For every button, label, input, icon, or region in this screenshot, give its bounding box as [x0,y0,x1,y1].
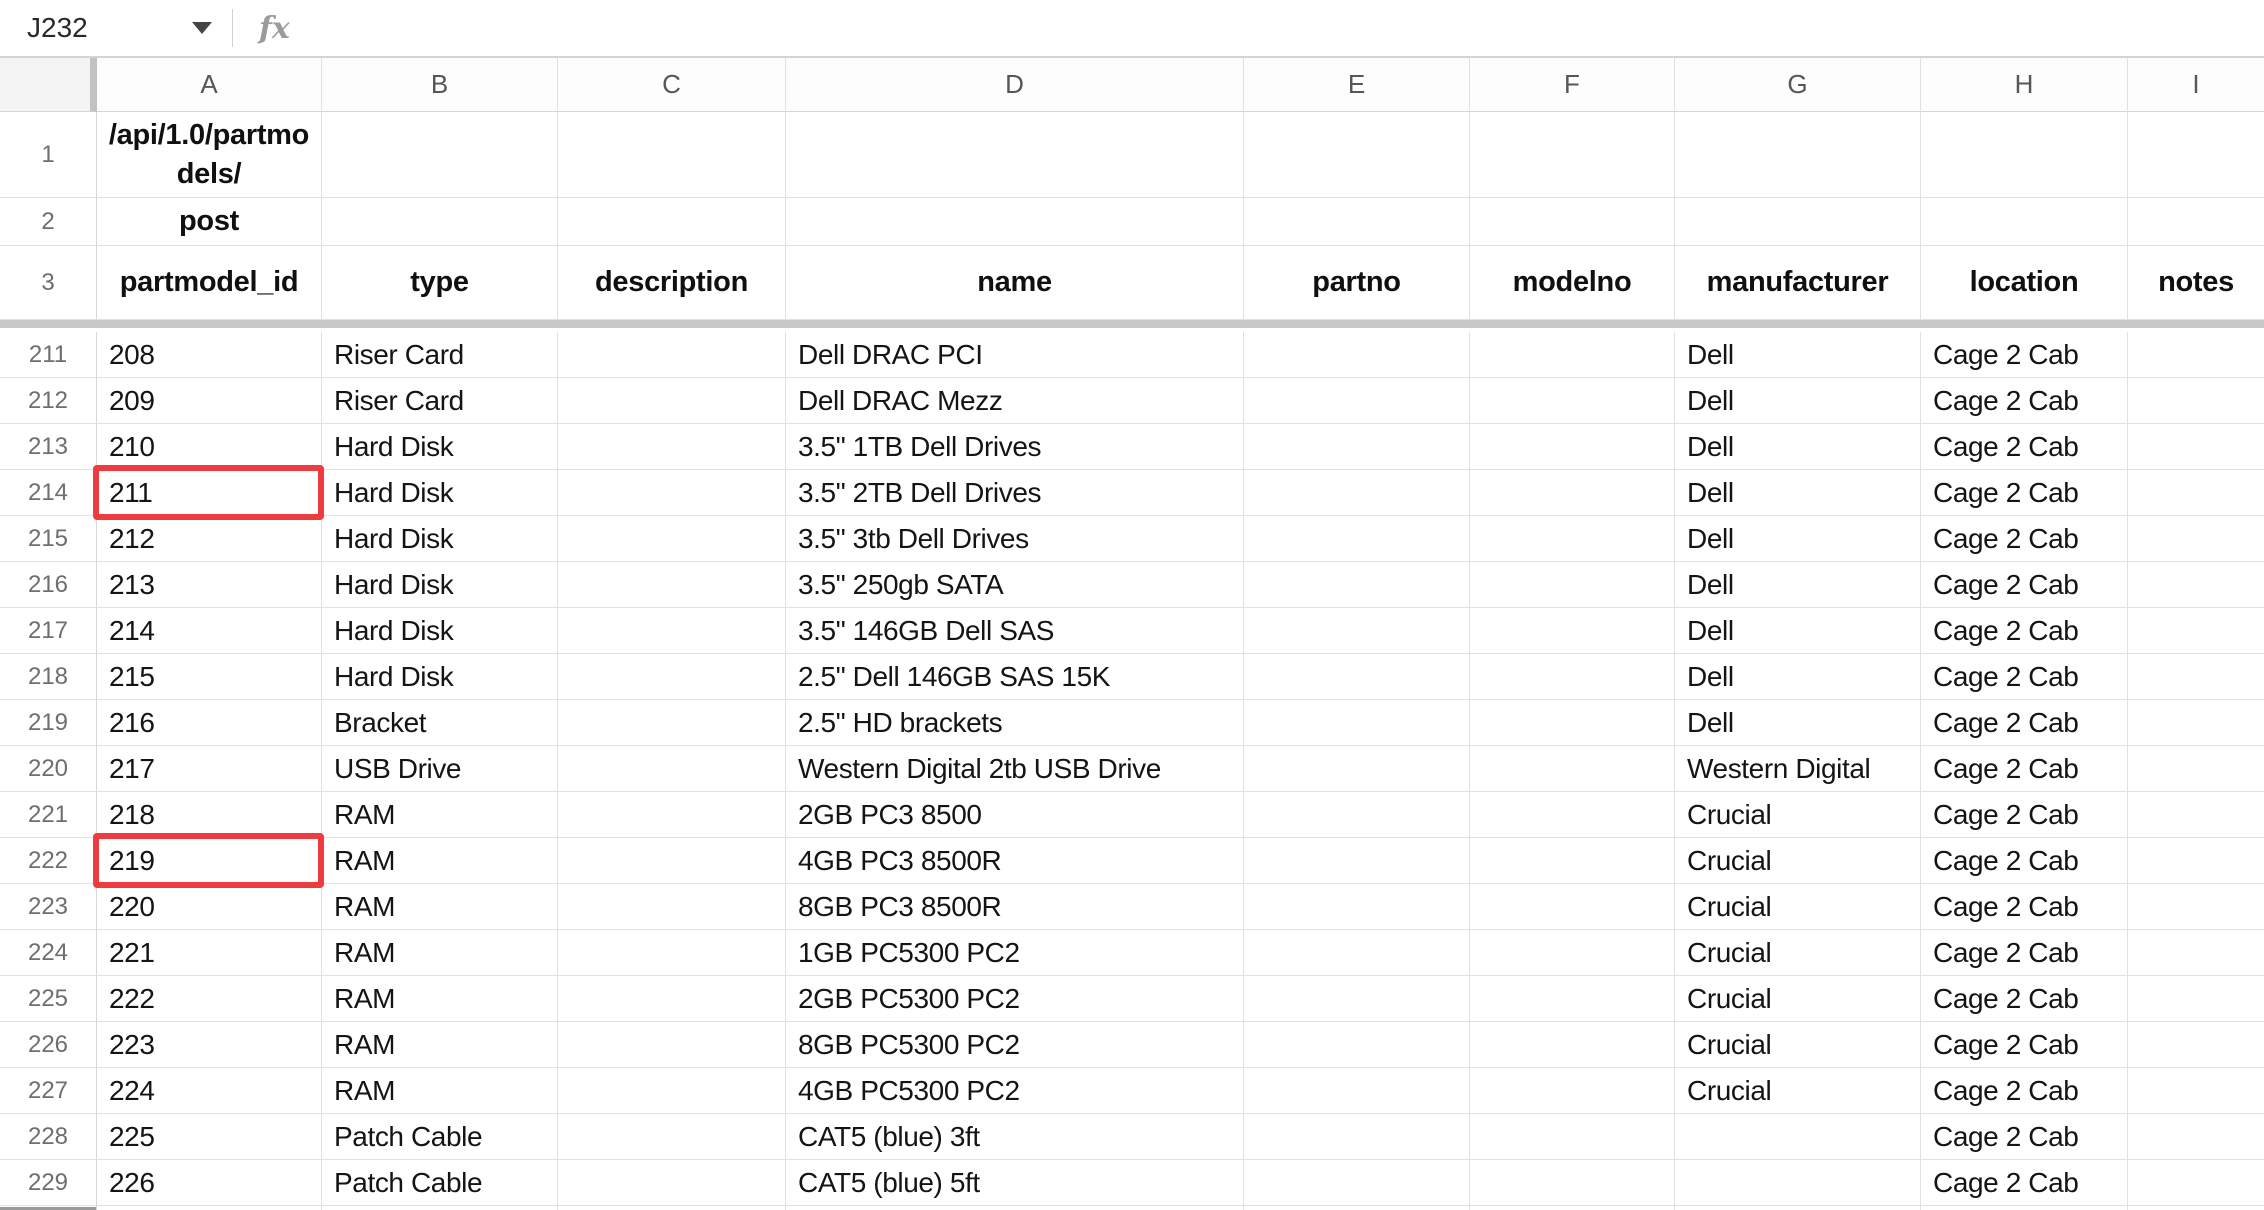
cell-H218[interactable]: Cage 2 Cab [1921,654,2128,700]
cell-D224[interactable]: 1GB PC5300 PC2 [786,930,1244,976]
cell-E224[interactable] [1244,930,1470,976]
cell-partial [786,1206,1244,1210]
table-row [0,332,2264,378]
cell-C222[interactable] [558,838,786,884]
table-row [0,746,2264,792]
cell-A3[interactable]: partmodel_id [97,246,322,320]
cell-C224[interactable] [558,930,786,976]
cell-E219[interactable] [1244,700,1470,746]
cell-G229[interactable] [1675,1160,1921,1206]
cell-E212[interactable] [1244,378,1470,424]
cell-E221[interactable] [1244,792,1470,838]
cell-B219[interactable]: Bracket [322,700,558,746]
cell-B229[interactable]: Patch Cable [322,1160,558,1206]
column-header-C[interactable]: C [558,58,786,112]
cell-I3[interactable]: notes [2128,246,2264,320]
cell-E226[interactable] [1244,1022,1470,1068]
row-header-224[interactable]: 224 [0,930,97,976]
cell-C2[interactable] [558,198,786,246]
cell-I219[interactable] [2128,700,2264,746]
cell-F225[interactable] [1470,976,1675,1022]
cell-F217[interactable] [1470,608,1675,654]
column-header-I[interactable]: I [2128,58,2264,112]
cell-G222[interactable]: Crucial [1675,838,1921,884]
cell-D227[interactable]: 4GB PC5300 PC2 [786,1068,1244,1114]
table-row [0,470,2264,516]
cell-I1[interactable] [2128,112,2264,198]
cell-D228[interactable]: CAT5 (blue) 3ft [786,1114,1244,1160]
cell-F227[interactable] [1470,1068,1675,1114]
cell-B224[interactable]: RAM [322,930,558,976]
table-row [0,792,2264,838]
row-header-222[interactable]: 222 [0,838,97,884]
cell-G216[interactable]: Dell [1675,562,1921,608]
cell-F214[interactable] [1470,470,1675,516]
cell-C221[interactable] [558,792,786,838]
cell-E3[interactable]: partno [1244,246,1470,320]
cell-B220[interactable]: USB Drive [322,746,558,792]
cell-A220[interactable]: 217 [97,746,322,792]
cell-F218[interactable] [1470,654,1675,700]
cell-H226[interactable]: Cage 2 Cab [1921,1022,2128,1068]
cell-E213[interactable] [1244,424,1470,470]
cell-D215[interactable]: 3.5" 3tb Dell Drives [786,516,1244,562]
cell-A223[interactable]: 220 [97,884,322,930]
cell-F219[interactable] [1470,700,1675,746]
table-row [0,700,2264,746]
name-box-dropdown-icon[interactable] [192,22,212,34]
cell-B2[interactable] [322,198,558,246]
table-row [0,1114,2264,1160]
cell-B226[interactable]: RAM [322,1022,558,1068]
cell-D218[interactable]: 2.5" Dell 146GB SAS 15K [786,654,1244,700]
cell-A216[interactable]: 213 [97,562,322,608]
cell-E215[interactable] [1244,516,1470,562]
cell-E227[interactable] [1244,1068,1470,1114]
fx-icon: fx [259,10,290,46]
cell-B228[interactable]: Patch Cable [322,1114,558,1160]
table-row [0,1160,2264,1206]
cell-D229[interactable]: CAT5 (blue) 5ft [786,1160,1244,1206]
table-row [0,424,2264,470]
column-header-D[interactable]: D [786,58,1244,112]
cell-B213[interactable]: Hard Disk [322,424,558,470]
cell-F222[interactable] [1470,838,1675,884]
cell-I211[interactable] [2128,332,2264,378]
cell-H217[interactable]: Cage 2 Cab [1921,608,2128,654]
cell-I221[interactable] [2128,792,2264,838]
cell-H227[interactable]: Cage 2 Cab [1921,1068,2128,1114]
cell-C220[interactable] [558,746,786,792]
column-header-B[interactable]: B [322,58,558,112]
cell-G2[interactable] [1675,198,1921,246]
cell-A213[interactable]: 210 [97,424,322,470]
row-header-211[interactable]: 211 [0,332,97,378]
table-row [0,1068,2264,1114]
cell-A222[interactable]: 219 [97,838,322,884]
cell-E218[interactable] [1244,654,1470,700]
row-header-221[interactable]: 221 [0,792,97,838]
cell-G218[interactable]: Dell [1675,654,1921,700]
cell-H222[interactable]: Cage 2 Cab [1921,838,2128,884]
row-header-226[interactable]: 226 [0,1022,97,1068]
cell-B216[interactable]: Hard Disk [322,562,558,608]
cell-D217[interactable]: 3.5" 146GB Dell SAS [786,608,1244,654]
cell-G228[interactable] [1675,1114,1921,1160]
cell-B225[interactable]: RAM [322,976,558,1022]
cell-A226[interactable]: 223 [97,1022,322,1068]
cell-E216[interactable] [1244,562,1470,608]
cell-H2[interactable] [1921,198,2128,246]
name-box[interactable] [0,0,232,56]
cell-C218[interactable] [558,654,786,700]
formula-toolbar [0,0,2264,58]
cell-I217[interactable] [2128,608,2264,654]
table-row [0,838,2264,884]
spreadsheet-grid [0,58,2264,1210]
frozen-row-divider [0,320,2264,332]
cell-I214[interactable] [2128,470,2264,516]
cell-H213[interactable]: Cage 2 Cab [1921,424,2128,470]
cell-F228[interactable] [1470,1114,1675,1160]
cell-I218[interactable] [2128,654,2264,700]
table-row [0,516,2264,562]
row-header-2[interactable]: 2 [0,198,97,246]
cell-A228[interactable]: 225 [97,1114,322,1160]
cell-I227[interactable] [2128,1068,2264,1114]
cell-C229[interactable] [558,1160,786,1206]
cell-E225[interactable] [1244,976,1470,1022]
cell-B1[interactable] [322,112,558,198]
cell-C227[interactable] [558,1068,786,1114]
column-header-E[interactable]: E [1244,58,1470,112]
cell-B218[interactable]: Hard Disk [322,654,558,700]
cell-E211[interactable] [1244,332,1470,378]
cell-C223[interactable] [558,884,786,930]
cell-G214[interactable]: Dell [1675,470,1921,516]
cell-G211[interactable]: Dell [1675,332,1921,378]
cell-B223[interactable]: RAM [322,884,558,930]
cell-A219[interactable]: 216 [97,700,322,746]
cell-F1[interactable] [1470,112,1675,198]
cell-H225[interactable]: Cage 2 Cab [1921,976,2128,1022]
cell-I215[interactable] [2128,516,2264,562]
cell-D226[interactable]: 8GB PC5300 PC2 [786,1022,1244,1068]
cell-C211[interactable] [558,332,786,378]
table-row [0,608,2264,654]
cell-C226[interactable] [558,1022,786,1068]
cell-H1[interactable] [1921,112,2128,198]
cell-I2[interactable] [2128,198,2264,246]
cell-G1[interactable] [1675,112,1921,198]
cell-B221[interactable]: RAM [322,792,558,838]
cell-G226[interactable]: Crucial [1675,1022,1921,1068]
cell-partial [1244,1206,1470,1210]
cell-F215[interactable] [1470,516,1675,562]
cell-A221[interactable]: 218 [97,792,322,838]
table-row [0,1022,2264,1068]
cell-H215[interactable]: Cage 2 Cab [1921,516,2128,562]
table-row [0,930,2264,976]
cell-H221[interactable]: Cage 2 Cab [1921,792,2128,838]
cell-F2[interactable] [1470,198,1675,246]
cell-F221[interactable] [1470,792,1675,838]
column-header-G[interactable]: G [1675,58,1921,112]
cell-partial [2128,1206,2264,1210]
cell-partial [322,1206,558,1210]
column-header-A[interactable]: A [97,58,322,112]
cell-partial [1675,1206,1921,1210]
cell-D225[interactable]: 2GB PC5300 PC2 [786,976,1244,1022]
cell-F213[interactable] [1470,424,1675,470]
cell-B211[interactable]: Riser Card [322,332,558,378]
cell-E228[interactable] [1244,1114,1470,1160]
cell-D221[interactable]: 2GB PC3 8500 [786,792,1244,838]
cell-B3[interactable]: type [322,246,558,320]
cell-G220[interactable]: Western Digital [1675,746,1921,792]
row-header-214[interactable]: 214 [0,470,97,516]
cell-C214[interactable] [558,470,786,516]
cell-F226[interactable] [1470,1022,1675,1068]
cell-A214[interactable]: 211 [97,470,322,516]
row-header-223[interactable]: 223 [0,884,97,930]
cell-I213[interactable] [2128,424,2264,470]
cell-E229[interactable] [1244,1160,1470,1206]
cell-E2[interactable] [1244,198,1470,246]
cell-H228[interactable]: Cage 2 Cab [1921,1114,2128,1160]
cell-G223[interactable]: Crucial [1675,884,1921,930]
table-row [0,562,2264,608]
cell-C228[interactable] [558,1114,786,1160]
cell-D1[interactable] [786,112,1244,198]
cell-I228[interactable] [2128,1114,2264,1160]
cell-F229[interactable] [1470,1160,1675,1206]
cell-D2[interactable] [786,198,1244,246]
cell-B212[interactable]: Riser Card [322,378,558,424]
cell-H219[interactable]: Cage 2 Cab [1921,700,2128,746]
cell-E217[interactable] [1244,608,1470,654]
cell-C216[interactable] [558,562,786,608]
cell-D211[interactable]: Dell DRAC PCI [786,332,1244,378]
cell-H211[interactable]: Cage 2 Cab [1921,332,2128,378]
cell-A225[interactable]: 222 [97,976,322,1022]
cell-I224[interactable] [2128,930,2264,976]
cell-F211[interactable] [1470,332,1675,378]
cell-partial [558,1206,786,1210]
row-header-225[interactable]: 225 [0,976,97,1022]
cell-partial [1470,1206,1675,1210]
column-header-H[interactable]: H [1921,58,2128,112]
select-all-corner[interactable] [0,58,97,112]
cell-C212[interactable] [558,378,786,424]
cell-F224[interactable] [1470,930,1675,976]
cell-B222[interactable]: RAM [322,838,558,884]
cell-H214[interactable]: Cage 2 Cab [1921,470,2128,516]
cell-D212[interactable]: Dell DRAC Mezz [786,378,1244,424]
cell-D220[interactable]: Western Digital 2tb USB Drive [786,746,1244,792]
cell-H229[interactable]: Cage 2 Cab [1921,1160,2128,1206]
row-header-213[interactable]: 213 [0,424,97,470]
cell-F223[interactable] [1470,884,1675,930]
cell-D219[interactable]: 2.5" HD brackets [786,700,1244,746]
cell-A227[interactable]: 224 [97,1068,322,1114]
cell-G221[interactable]: Crucial [1675,792,1921,838]
cell-B214[interactable]: Hard Disk [322,470,558,516]
cell-H224[interactable]: Cage 2 Cab [1921,930,2128,976]
row-header-229[interactable]: 229 [0,1160,97,1206]
row-header-215[interactable]: 215 [0,516,97,562]
row-header-3[interactable]: 3 [0,246,97,320]
cell-C1[interactable] [558,112,786,198]
column-header-F[interactable]: F [1470,58,1675,112]
row-header-212[interactable]: 212 [0,378,97,424]
cell-I222[interactable] [2128,838,2264,884]
cell-H212[interactable]: Cage 2 Cab [1921,378,2128,424]
cell-D214[interactable]: 3.5" 2TB Dell Drives [786,470,1244,516]
cell-C225[interactable] [558,976,786,1022]
cell-F220[interactable] [1470,746,1675,792]
cell-I220[interactable] [2128,746,2264,792]
cell-A217[interactable]: 214 [97,608,322,654]
cell-C217[interactable] [558,608,786,654]
row-header-1[interactable]: 1 [0,112,97,198]
row-header-216[interactable]: 216 [0,562,97,608]
cell-G225[interactable]: Crucial [1675,976,1921,1022]
table-row [0,654,2264,700]
cell-I223[interactable] [2128,884,2264,930]
cell-D216[interactable]: 3.5" 250gb SATA [786,562,1244,608]
cell-H216[interactable]: Cage 2 Cab [1921,562,2128,608]
cell-D222[interactable]: 4GB PC3 8500R [786,838,1244,884]
row-header-218[interactable]: 218 [0,654,97,700]
cell-F216[interactable] [1470,562,1675,608]
cell-G3[interactable]: manufacturer [1675,246,1921,320]
cell-G215[interactable]: Dell [1675,516,1921,562]
cell-A211[interactable]: 208 [97,332,322,378]
cell-partial [1921,1206,2128,1210]
cell-I216[interactable] [2128,562,2264,608]
cell-G213[interactable]: Dell [1675,424,1921,470]
table-row [0,378,2264,424]
cell-A1[interactable]: /api/1.0/partmodels/ [97,112,322,198]
cell-B215[interactable]: Hard Disk [322,516,558,562]
cell-B217[interactable]: Hard Disk [322,608,558,654]
cell-C215[interactable] [558,516,786,562]
cell-G212[interactable]: Dell [1675,378,1921,424]
cell-I229[interactable] [2128,1160,2264,1206]
cell-I225[interactable] [2128,976,2264,1022]
cell-A215[interactable]: 212 [97,516,322,562]
cell-A218[interactable]: 215 [97,654,322,700]
cell-D3[interactable]: name [786,246,1244,320]
row-header-219[interactable]: 219 [0,700,97,746]
cell-G217[interactable]: Dell [1675,608,1921,654]
cell-C213[interactable] [558,424,786,470]
cell-H223[interactable]: Cage 2 Cab [1921,884,2128,930]
cell-F3[interactable]: modelno [1470,246,1675,320]
formula-input[interactable] [290,0,2264,56]
row-header-228[interactable]: 228 [0,1114,97,1160]
cell-A229[interactable]: 226 [97,1160,322,1206]
table-row [0,976,2264,1022]
cell-B227[interactable]: RAM [322,1068,558,1114]
cell-G227[interactable]: Crucial [1675,1068,1921,1114]
cell-A212[interactable]: 209 [97,378,322,424]
cell-A224[interactable]: 221 [97,930,322,976]
cell-E220[interactable] [1244,746,1470,792]
cell-G224[interactable]: Crucial [1675,930,1921,976]
row-header-227[interactable]: 227 [0,1068,97,1114]
cell-A2[interactable]: post [97,198,322,246]
cell-E222[interactable] [1244,838,1470,884]
cell-I226[interactable] [2128,1022,2264,1068]
toolbar-divider [232,9,233,47]
cell-C219[interactable] [558,700,786,746]
cell-I212[interactable] [2128,378,2264,424]
cell-E214[interactable] [1244,470,1470,516]
cell-G219[interactable]: Dell [1675,700,1921,746]
cell-E1[interactable] [1244,112,1470,198]
cell-D223[interactable]: 8GB PC3 8500R [786,884,1244,930]
cell-D213[interactable]: 3.5" 1TB Dell Drives [786,424,1244,470]
cell-E223[interactable] [1244,884,1470,930]
cell-H220[interactable]: Cage 2 Cab [1921,746,2128,792]
name-box-value: J232 [27,12,88,43]
table-row [0,884,2264,930]
row-header-220[interactable]: 220 [0,746,97,792]
cell-partial [97,1206,322,1210]
row-header-217[interactable]: 217 [0,608,97,654]
cell-C3[interactable]: description [558,246,786,320]
cell-F212[interactable] [1470,378,1675,424]
cell-H3[interactable]: location [1921,246,2128,320]
